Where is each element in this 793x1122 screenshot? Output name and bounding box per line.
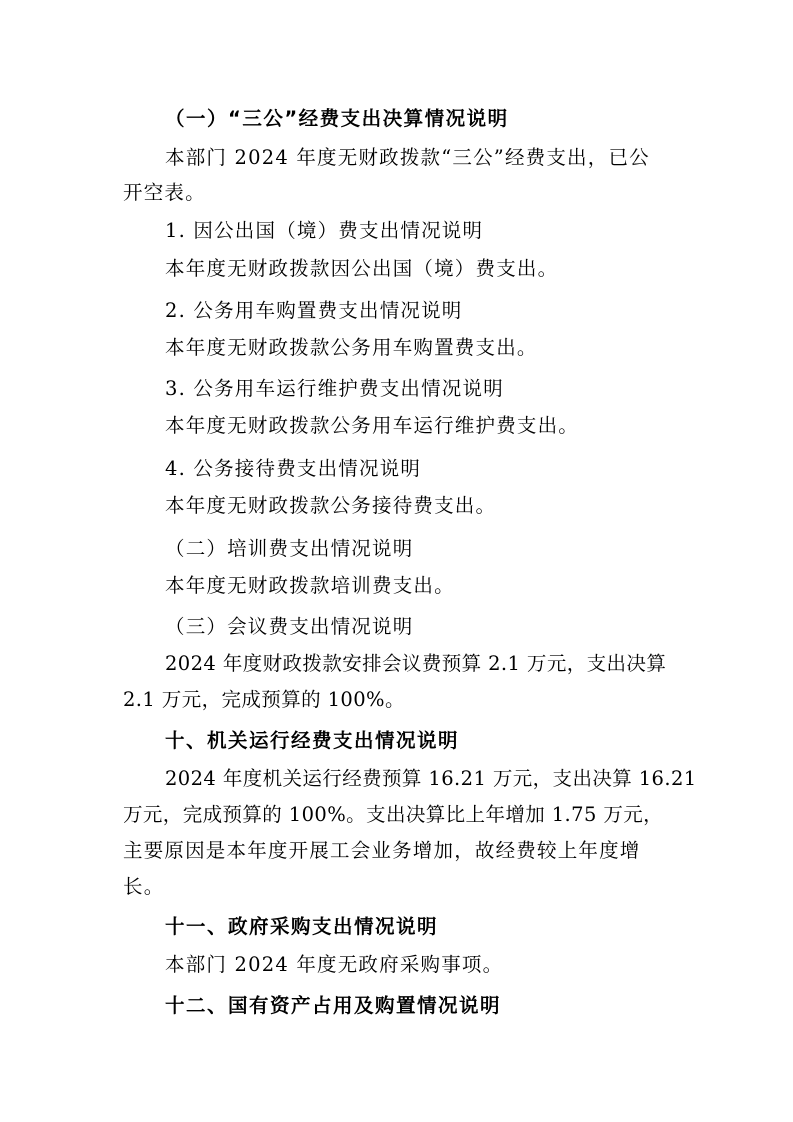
paragraph-line: 2.1 万元，完成预算的 100%。 [123, 688, 405, 711]
paragraph-line: 本部门 2024 年度无财政拨款“三公”经费支出，已公 [165, 146, 650, 169]
paragraph-line: 本年度无财政拨款因公出国（境）费支出。 [165, 257, 559, 280]
paragraph-line: 长。 [123, 875, 165, 898]
item-heading-reception: 4. 公务接待费支出情况说明 [165, 457, 422, 480]
item-heading-vehicle-maintenance: 3. 公务用车运行维护费支出情况说明 [165, 377, 504, 400]
section-heading-meeting: （三）会议费支出情况说明 [165, 615, 414, 638]
paragraph-line: 2024 年度机关运行经费预算 16.21 万元，支出决算 16.21 [165, 767, 697, 790]
section-heading-ten: 十、机关运行经费支出情况说明 [165, 729, 460, 752]
item-heading-vehicle-purchase: 2. 公务用车购置费支出情况说明 [165, 299, 463, 322]
paragraph-line: 本部门 2024 年度无政府采购事项。 [165, 953, 504, 976]
section-heading-three-public: （一）“三公”经费支出决算情况说明 [165, 107, 509, 130]
paragraph-line: 本年度无财政拨款培训费支出。 [165, 574, 455, 597]
paragraph-line: 2024 年度财政拨款安排会议费预算 2.1 万元，支出决算 [165, 652, 667, 675]
paragraph-line: 本年度无财政拨款公务用车运行维护费支出。 [165, 414, 580, 437]
section-heading-twelve: 十二、国有资产占用及购置情况说明 [165, 994, 502, 1017]
section-heading-eleven: 十一、政府采购支出情况说明 [165, 915, 439, 938]
item-heading-overseas: 1. 因公出国（境）费支出情况说明 [165, 219, 484, 242]
paragraph-line: 万元，完成预算的 100%。支出决算比上年增加 1.75 万元， [123, 803, 664, 826]
paragraph-line: 开空表。 [123, 181, 206, 204]
section-heading-training: （二）培训费支出情况说明 [165, 537, 414, 560]
paragraph-line: 本年度无财政拨款公务接待费支出。 [165, 494, 497, 517]
paragraph-line: 主要原因是本年度开展工会业务增加，故经费较上年度增 [123, 839, 641, 862]
paragraph-line: 本年度无财政拨款公务用车购置费支出。 [165, 336, 538, 359]
